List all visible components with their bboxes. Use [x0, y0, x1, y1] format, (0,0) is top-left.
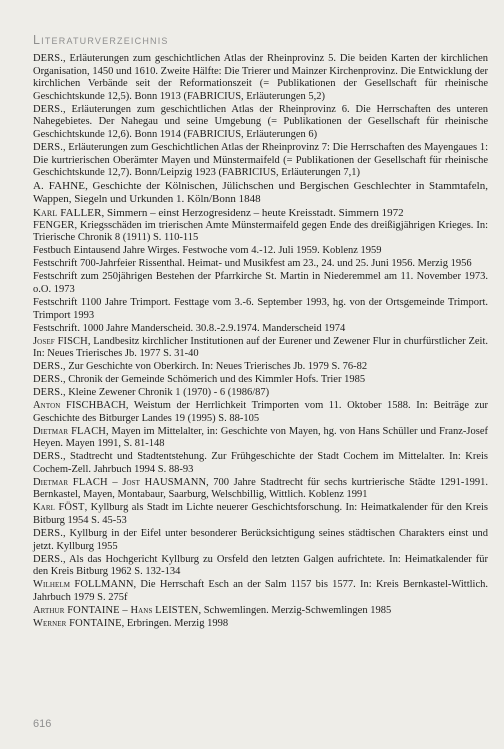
bibliography-entry	[33, 142, 488, 180]
bibliography-entry	[33, 258, 488, 271]
entry-text: , Chronik der Gemeinde Schömerich und des Kimmler Hofs. Trier 1985	[62, 374, 366, 386]
entry-author: Dietmar FLACH – Jost HAUSMANN	[33, 476, 207, 488]
entry-author: DERS.	[33, 451, 63, 463]
entry-text: , 700 Jahre Stadtrecht für sechs kurtrierische Städte 1291-1991. Bernkastel, Mayen, Montabaur, Saarburg, Welschbillig, Wittlich. Koblenz 1991	[33, 476, 488, 501]
bibliography-entry	[33, 528, 488, 553]
entry-text: , Erbringen. Merzig 1998	[121, 617, 229, 629]
bibliography-entry	[33, 104, 488, 142]
bibliography-entry	[33, 361, 488, 374]
entry-author: DERS.	[33, 103, 63, 115]
entry-author: FENGER	[33, 219, 75, 231]
bibliography-entry	[33, 245, 488, 258]
entry-text: , Schwemlingen. Merzig-Schwemlingen 1985	[198, 604, 392, 616]
entry-author: Karl FÖST	[33, 502, 85, 514]
entry-author: Arthur FONTAINE – Hans LEISTEN	[33, 604, 199, 616]
entry-text: , Zur Geschichte von Oberkirch. In: Neues Trierisches Jb. 1979 S. 76-82	[62, 361, 368, 373]
bibliography-entry	[33, 477, 488, 502]
page-header-title: Literaturverzeichnis	[33, 33, 169, 47]
bibliography-entry	[33, 579, 488, 604]
entry-author: DERS.	[33, 361, 63, 373]
bibliography-entry	[33, 605, 488, 618]
bibliography-list	[33, 53, 488, 631]
entry-author: Werner FONTAINE	[33, 617, 122, 629]
bibliography-entry	[33, 297, 488, 322]
entry-author: Wilhelm FOLLMANN	[33, 579, 134, 591]
entry-text: , Geschichte der Kölnischen, Jülichschen und Bergischen Geschlechter in Stammtafeln, Wappen, Siegeln und Urkunden 1. Köln/Bonn 1848	[33, 180, 488, 206]
entry-author: DERS.	[33, 528, 63, 539]
bibliography-entry	[33, 618, 488, 631]
bibliography-entry	[33, 426, 488, 451]
bibliography-entry	[33, 53, 488, 103]
entry-text: , Erläuterungen zum geschichtlichen Atlas der Rheinprovinz 5. Die beiden Karten der kirchlichen Organisation, 1450 und 1610. Zweite Hälfte: Die Trierer und Mainzer Kirchenprovinz. Die Entwicklung der kirchlichen Verbände seit der Reformationszeit (= Publikationen der Gesellschaft für rheinische Geschichtskunde 12,5). Bonn 1913 (FABRICIUS, Erläuterungen 5,2)	[33, 53, 488, 102]
entry-text: , Als das Hochgericht Kyllburg zu Orsfeld den letzten Galgen aufrichtete. In: Heimatkalender für den Kreis Bitburg 1962 S. 132-134	[33, 553, 488, 578]
entry-text: , Kleine Zewener Chronik 1 (1970) - 6 (1986/87)	[62, 387, 270, 399]
bibliography-entry	[33, 207, 488, 220]
entry-text: Festschrift 1100 Jahre Trimport. Festtage vom 3.-6. September 1993, hg. von der Ortsgemeinde Trimport. Trimport 1993	[33, 297, 488, 321]
entry-text: , Kyllburg in der Eifel unter besonderer Berücksichtigung seines städtischen Charakters einst und jetzt. Kyllburg 1955	[33, 528, 488, 552]
entry-text: , Stadtrecht und Stadtentstehung. Zur Frühgeschichte der Stadt Cochem im Mittelalter. In: Kreis Cochem-Zell. Jahrbuch 1994 S. 88-93	[33, 451, 488, 475]
entry-author: DERS.	[33, 53, 63, 64]
entry-text: , Erläuterungen zum geschichtlichen Atlas der Rheinprovinz 6. Die Herrschaften des unteren Nahegebietes. Der Nahegau und seine Umgebung (= Publikationen der Gesellschaft für rheinische Geschichtskunde 12,6). Bonn 1914 (FABRICIUS, Erläuterungen 6)	[33, 103, 488, 140]
bibliography-entry	[33, 374, 488, 387]
entry-text: , Mayen im Mittelalter, in: Geschichte von Mayen, hg. von Hans Schüller und Franz-Josef Heyen. Mayen 1991, S. 81-148	[33, 425, 488, 450]
entry-author: A. FAHNE	[33, 180, 86, 193]
entry-text: , Landbesitz kirchlicher Institutionen auf der Eurener und Zewener Flur in churfürstlicher Zeit. In: Neues Trierisches Jb. 1977 S. 31-40	[33, 335, 488, 360]
bibliography-entry	[33, 271, 488, 296]
bibliography-entry	[33, 451, 488, 476]
entry-author: Karl FALLER	[33, 206, 102, 219]
entry-author: DERS.	[33, 387, 63, 399]
entry-author: Anton FISCHBACH	[33, 400, 126, 412]
page-number: 616	[33, 718, 52, 730]
entry-author: DERS.	[33, 553, 63, 565]
entry-author: DERS.	[33, 141, 63, 153]
entry-author: Dietmar FLACH	[33, 425, 106, 437]
entry-text: Festbuch Eintausend Jahre Wirges. Festwoche vom 4.-12. Juli 1959. Koblenz 1959	[33, 245, 382, 257]
bibliography-entry	[33, 502, 488, 527]
entry-text: Festschrift zum 250jährigen Bestehen der Pfarrkirche St. Martin in Niederemmel am 11. November 1973. o.O. 1973	[33, 271, 488, 296]
entry-text: , Kriegsschäden im trierischen Amte Münstermaifeld gegen Ende des dreißigjährigen Krieges. In: Trierische Chronik 8 (1911) S. 110-115	[33, 219, 488, 244]
entry-text: Festschrift. 1000 Jahre Manderscheid. 30.8.-2.9.1974. Manderscheid 1974	[33, 322, 346, 334]
bibliography-entry	[33, 400, 488, 425]
entry-text: , Die Herrschaft Esch an der Salm 1157 bis 1577. In: Kreis Bernkastel-Wittlich. Jahrbuch 1979 S. 275f	[33, 579, 488, 603]
bibliography-entry	[33, 180, 488, 206]
entry-text: Festschrift 700-Jahrfeier Rissenthal. Heimat- und Musikfest am 23., 24. und 25. Juni 1956. Merzig 1956	[33, 258, 472, 270]
bibliography-entry	[33, 387, 488, 400]
bibliography-entry	[33, 323, 488, 336]
bibliography-entry	[33, 554, 488, 579]
entry-author: DERS.	[33, 374, 63, 386]
bibliography-entry	[33, 336, 488, 361]
entry-text: , Erläuterungen zum Geschichtlichen Atlas der Rheinprovinz 7: Die Herrschaften des Mayengaues 1: Die kurtrierischen Oberämter Mayen und Münstermaifeld (= Publikationen der Gesellschaft für rheinische Geschichtskunde 12,7). Bonn/Leipzig 1923 (FABRICIUS, Erläuterungen 7,1)	[33, 141, 488, 179]
entry-text: , Simmern – einst Herzogresidenz – heute Kreisstadt. Simmern 1972	[101, 206, 404, 219]
entry-text: , Kyllburg als Stadt im Lichte neuerer Geschichtsforschung. In: Heimatkalender für den Kreis Bitburg 1954 S. 45-53	[33, 502, 488, 527]
entry-text: , Weistum der Herrlichkeit Trimporten vom 11. Oktober 1588. In: Beiträge zur Geschichte des Bitburger Landes 19 (1995) S. 88-105	[33, 400, 488, 424]
bibliography-entry	[33, 220, 488, 245]
entry-author: Josef FISCH	[33, 335, 88, 347]
